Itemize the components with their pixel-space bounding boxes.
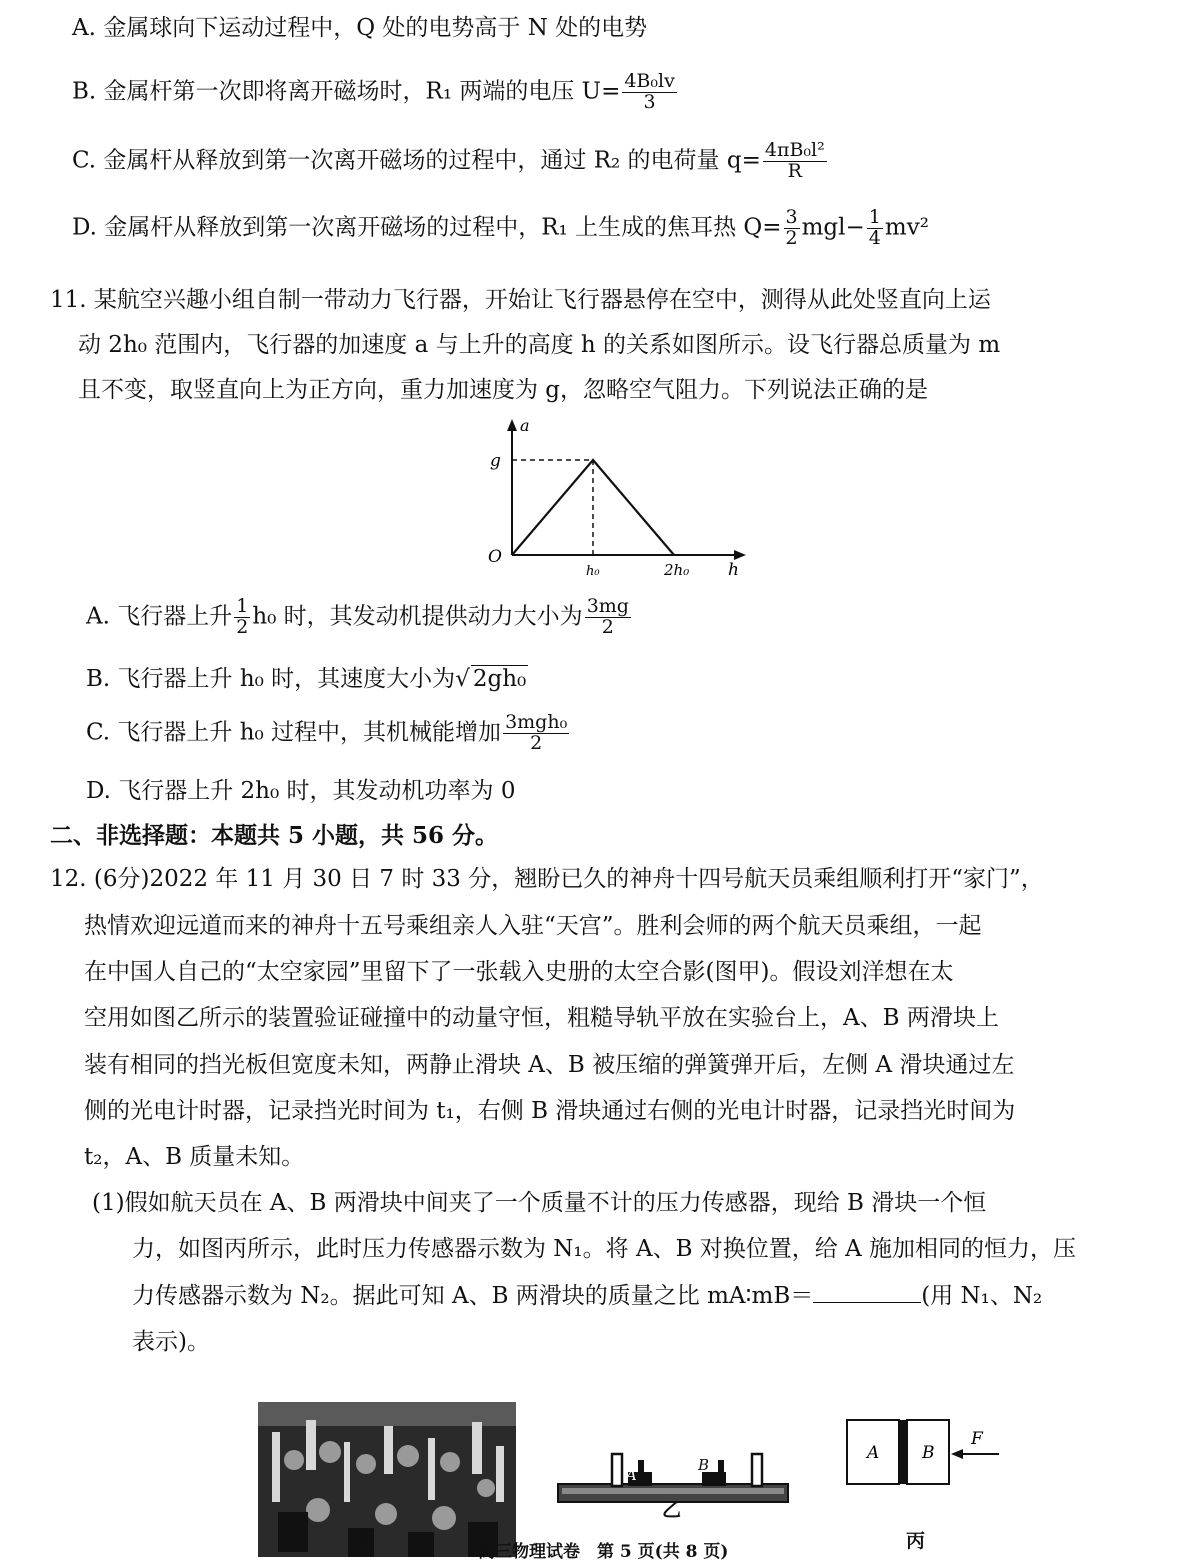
q11-option-d: D. 飞行器上升 2h₀ 时，其发动机功率为 0 xyxy=(86,778,516,804)
q10-option-c xyxy=(72,141,829,182)
x-tick-h0: h₀ xyxy=(586,564,600,579)
figure-jia-photo xyxy=(258,1402,516,1557)
x-axis-label: h xyxy=(728,560,739,580)
q10-option-d-mid: mgl− xyxy=(801,214,865,241)
q11-option-c-fraction: $\frac{\text{3mgh₀}}{2}$ xyxy=(505,711,568,754)
q11-option-c xyxy=(86,713,571,754)
page-footer: 高三物理试卷 第 5 页(共 8 页) xyxy=(478,1542,729,1562)
q11-stem-line3: 且不变，取竖直向上为正方向，重力加速度为 g，忽略空气阻力。下列说法正确的是 xyxy=(78,377,929,403)
q12-part1-line1: (1)假如航天员在 A、B 两滑块中间夹了一个质量不计的压力传感器，现给 B 滑块一个恒 xyxy=(92,1190,987,1216)
force-label: F xyxy=(971,1429,983,1449)
slider-a-label: A xyxy=(626,1466,637,1484)
q10-option-d xyxy=(72,208,929,249)
y-axis-arrow xyxy=(507,419,517,431)
q10-option-c-fraction: $\frac{\text{4πB₀l²}}{R}$ xyxy=(764,139,825,182)
q11-option-a-mid: h₀ 时，其发动机提供动力大小为 xyxy=(252,603,583,630)
x-axis-arrow xyxy=(734,550,746,560)
q10-option-b-fraction: $\frac{\text{4B₀lv}}{3}$ xyxy=(624,70,675,113)
q11-option-b-pre: B. 飞行器上升 h₀ 时，其速度大小为 xyxy=(86,666,456,692)
q10-option-d-frac2: $\frac{1}{4}$ xyxy=(868,206,881,249)
pressure-sensor xyxy=(899,1420,907,1484)
x-tick-2h0: 2h₀ xyxy=(664,561,690,579)
answer-blank[interactable] xyxy=(813,1282,921,1303)
slider-b-label: B xyxy=(698,1456,710,1474)
q10-option-d-frac1: $\frac{3}{2}$ xyxy=(785,206,798,249)
q12-line2: 热情欢迎远道而来的神舟十五号乘组亲人入驻“天宫”。胜利会师的两个航天员乘组，一起 xyxy=(84,913,982,939)
sqrt-sign: √ xyxy=(455,666,470,692)
q12-part1-line3-pre: 力传感器示数为 N₂。据此可知 A、B 两滑块的质量之比 mA∶mB＝ xyxy=(132,1283,814,1309)
q12-line1: 12. (6分)2022 年 11 月 30 日 7 时 33 分，翘盼已久的神舟十四号航天员乘组顺利打开“家门”， xyxy=(50,866,1044,892)
q11-a-h-graph xyxy=(480,415,765,585)
q12-line5: 装有相同的挡光板但宽度未知，两静止滑块 A、B 被压缩的弹簧弹开后，左侧 A 滑块通过左 xyxy=(84,1052,1015,1078)
block-a-label: A xyxy=(867,1443,880,1463)
q11-option-a-frac1: $\frac{1}{2}$ xyxy=(236,595,249,638)
left-photogate xyxy=(612,1454,622,1486)
block-b-label: B xyxy=(922,1443,935,1463)
q11-stem-line2: 动 2h₀ 范围内，飞行器的加速度 a 与上升的高度 h 的关系如图所示。设飞行器总质量为 m xyxy=(78,332,1001,358)
q12-part1-line3-post: (用 N₁、N₂ xyxy=(921,1283,1043,1309)
q11-option-b xyxy=(86,665,528,694)
q12-line6: 侧的光电计时器，记录挡光时间为 t₁，右侧 B 滑块通过右侧的光电计时器，记录挡光时间为 xyxy=(84,1098,1016,1124)
origin-label: O xyxy=(488,547,502,567)
figure-yi-caption: 乙 xyxy=(662,1499,682,1521)
q11-stem-line1: 11. 某航空兴趣小组自制一带动力飞行器，开始让飞行器悬停在空中，测得从此处竖直向上运 xyxy=(50,287,991,313)
section-2-heading: 二、非选择题：本题共 5 小题，共 56 分。 xyxy=(50,822,499,849)
q10-option-b xyxy=(72,72,679,113)
figure-bing-blocks xyxy=(843,1414,1003,1490)
q10-option-d-text: D. 金属杆从释放到第一次离开磁场的过程中，R₁ 上生成的焦耳热 Q= xyxy=(72,214,782,241)
q11-option-a-frac2: $\frac{3mg}{2}$ xyxy=(586,595,629,638)
right-photogate xyxy=(752,1454,762,1486)
q12-part1-line4: 表示)。 xyxy=(132,1329,210,1355)
slider-b xyxy=(702,1472,726,1486)
q11-option-a xyxy=(86,597,633,638)
figure-bing-caption: 丙 xyxy=(906,1530,926,1552)
q12-part1-line3 xyxy=(132,1282,1042,1311)
q10-option-b-text: B. 金属杆第一次即将离开磁场时，R₁ 两端的电压 U= xyxy=(72,78,621,105)
q10-option-a: A. 金属球向下运动过程中，Q 处的电势高于 N 处的电势 xyxy=(72,15,648,41)
force-arrow-head xyxy=(951,1449,963,1459)
q11-option-a-pre: A. 飞行器上升 xyxy=(86,603,233,630)
q12-line4: 空用如图乙所示的装置验证碰撞中的动量守恒，粗糙导轨平放在实验台上，A、B 两滑块上 xyxy=(84,1005,999,1031)
q10-option-c-text: C. 金属杆从释放到第一次离开磁场的过程中，通过 R₂ 的电荷量 q= xyxy=(72,147,761,174)
q11-option-b-sqrt: 2gh₀ xyxy=(472,666,527,692)
q10-option-d-end: mv² xyxy=(884,214,929,241)
q12-line3: 在中国人自己的“太空家园”里留下了一张载入史册的太空合影(图甲)。假设刘洋想在太 xyxy=(84,959,954,985)
q11-option-c-pre: C. 飞行器上升 h₀ 过程中，其机械能增加 xyxy=(86,719,502,746)
q12-line7: t₂，A、B 质量未知。 xyxy=(84,1144,305,1170)
figure-jia-caption: 甲 xyxy=(357,1528,377,1550)
q12-part1-line2: 力，如图丙所示，此时压力传感器示数为 N₁。将 A、B 对换位置，给 A 施加相同的恒力，压 xyxy=(132,1236,1077,1262)
y-axis-label: a xyxy=(520,416,530,435)
y-tick-g: g xyxy=(490,451,501,471)
